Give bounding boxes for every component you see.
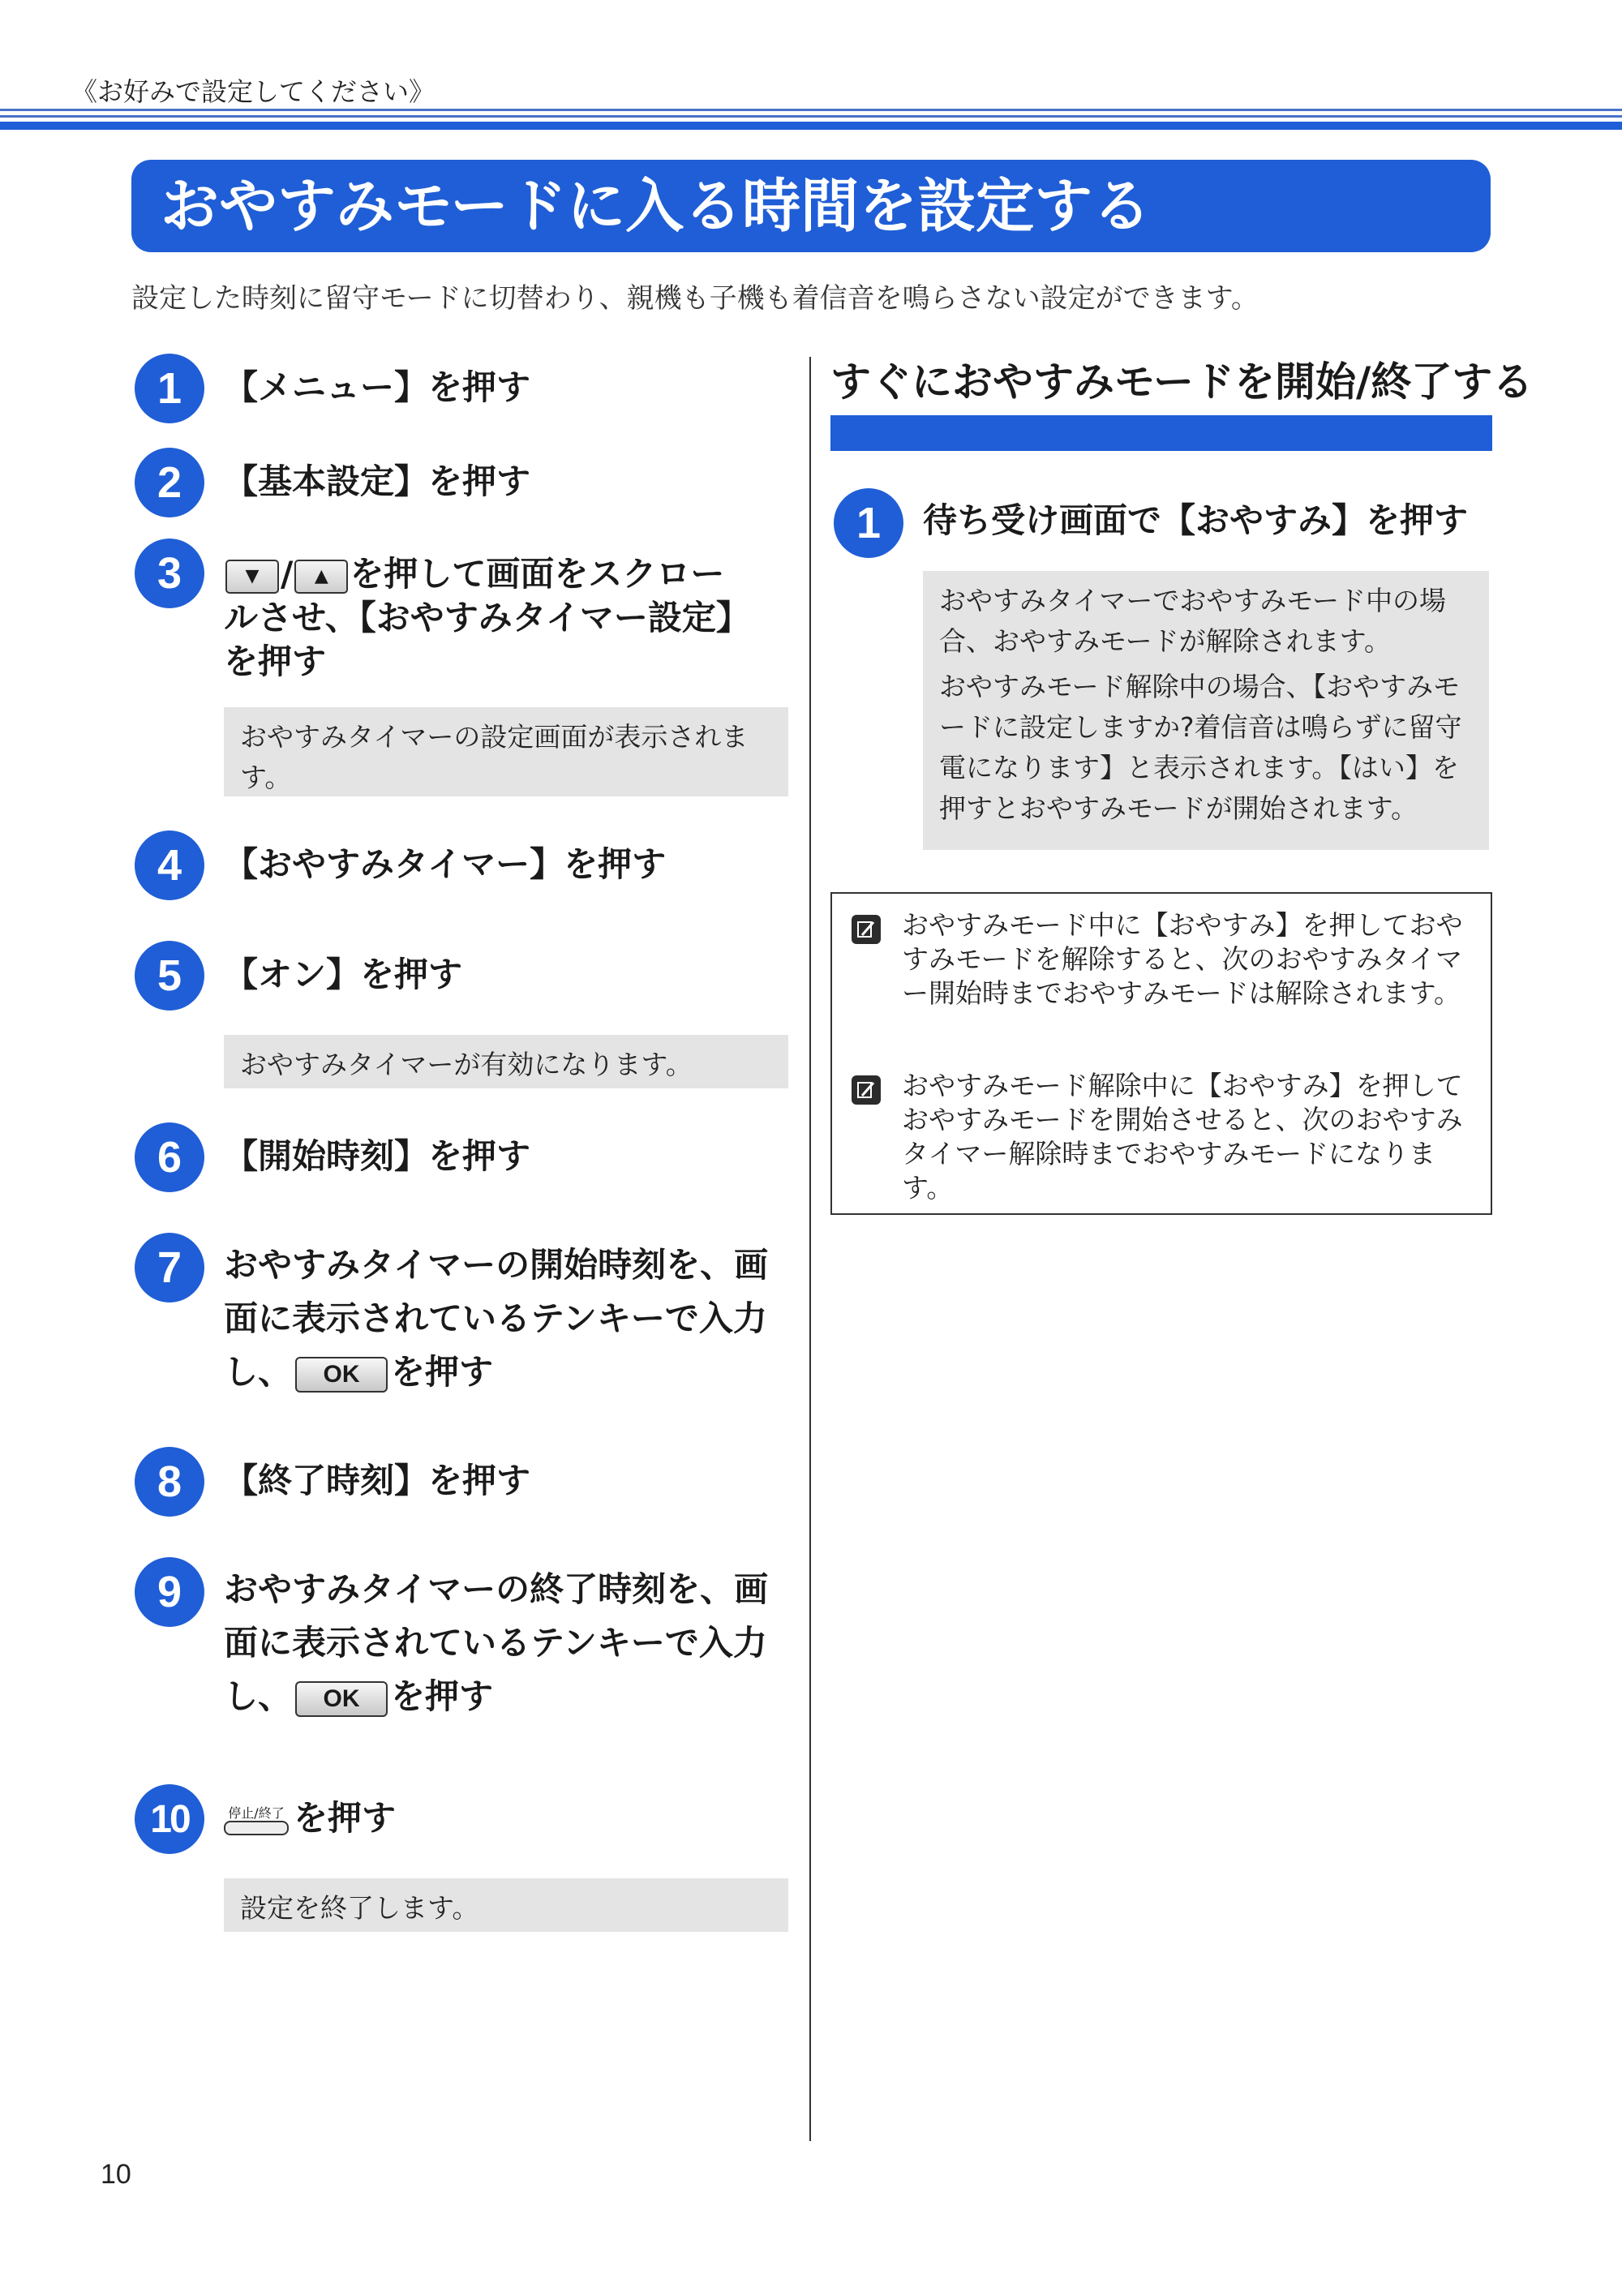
step-text-line: おやすみタイマーの開始時刻を、画 bbox=[224, 1245, 769, 1285]
step-text-line: 面に表示されているテンキーで入力 bbox=[224, 1298, 767, 1338]
stop-key-bar bbox=[224, 1821, 289, 1835]
header-rule-thin bbox=[0, 109, 1622, 111]
step-number: 6 bbox=[135, 1122, 204, 1192]
step-note-para: おやすみモード解除中の場合、【おやすみモードに設定しますか?着信音は鳴らずに留守電になります】と表示されます。【はい】を押すとおやすみモードが開始されます。 bbox=[939, 671, 1462, 824]
step-text-line: を押して画面をスクロー bbox=[350, 554, 725, 594]
step-number: 5 bbox=[135, 941, 204, 1011]
step-text-line: ルさせ、【おやすみタイマー設定】 bbox=[224, 598, 750, 637]
hint-text: おやすみモード解除中に【おやすみ】を押しておやすみモードを開始させると、次のおやすみタイマー解除時までおやすみモードになります。 bbox=[902, 1070, 1463, 1204]
step-text: ▼ / ▲ を押して画面をスクロー bbox=[224, 548, 724, 600]
step-number: 8 bbox=[135, 1447, 204, 1517]
stop-key-label: 停止/終了 bbox=[228, 1805, 285, 1821]
step-number: 3 bbox=[135, 539, 204, 608]
step-note: 設定を終了します。 bbox=[224, 1878, 788, 1932]
down-key-icon: ▼ bbox=[225, 560, 279, 594]
hint-box bbox=[830, 892, 1492, 1215]
page-title: おやすみモードに入る時間を設定する bbox=[161, 172, 1152, 240]
right-heading-bar bbox=[830, 415, 1492, 451]
step-number: 9 bbox=[135, 1557, 204, 1627]
step-text-line: おやすみタイマーの終了時刻を、画 bbox=[224, 1569, 769, 1609]
step-number: 10 bbox=[135, 1784, 204, 1854]
step-text-line: を押す bbox=[224, 642, 327, 681]
ok-key-icon: OK bbox=[295, 1357, 388, 1393]
up-key-icon: ▲ bbox=[294, 560, 348, 594]
step-number: 2 bbox=[135, 448, 204, 517]
step-text-line bbox=[224, 1346, 493, 1398]
step-text: 【基本設定】を押す bbox=[224, 461, 531, 501]
step-number: 7 bbox=[135, 1233, 204, 1302]
memo-icon bbox=[852, 915, 881, 944]
step-text: 【メニュー】を押す bbox=[224, 367, 531, 407]
intro-text: 設定した時刻に留守モードに切替わり、親機も子機も着信音を鳴らさない設定ができます。 bbox=[131, 282, 1259, 315]
header-rule-thick bbox=[0, 122, 1622, 130]
section-tag: 《お好みで設定してください》 bbox=[71, 76, 436, 107]
step-number: 1 bbox=[135, 354, 204, 423]
step-text-fragment: し、 bbox=[224, 1676, 293, 1716]
header-rule-thin bbox=[0, 115, 1622, 118]
step-text-fragment: を押す bbox=[294, 1798, 397, 1838]
column-divider bbox=[809, 357, 811, 2141]
step-text: 【開始時刻】を押す bbox=[224, 1136, 531, 1176]
step-number: 4 bbox=[135, 830, 204, 900]
step-note: おやすみタイマーが有効になります。 bbox=[224, 1035, 788, 1088]
step-text-line: 面に表示されているテンキーで入力 bbox=[224, 1623, 767, 1663]
step-text-fragment: を押す bbox=[391, 1676, 494, 1716]
step-text-fragment: し、 bbox=[224, 1352, 293, 1392]
memo-icon bbox=[852, 1075, 881, 1105]
hint-text: おやすみモード中に【おやすみ】を押しておやすみモードを解除すると、次のおやすみタイマー開始時までおやすみモードは解除されます。 bbox=[902, 909, 1463, 1009]
step-text-fragment: を押す bbox=[391, 1352, 494, 1392]
page-number: 10 bbox=[101, 2159, 131, 2190]
step-text bbox=[224, 1792, 396, 1844]
step-text: 【オン】を押す bbox=[224, 955, 463, 994]
step-text-line bbox=[224, 1671, 493, 1723]
step-note bbox=[923, 571, 1489, 850]
step-text: 待ち受け画面で【おやすみ】を押す bbox=[923, 500, 1469, 540]
ok-key-icon: OK bbox=[295, 1681, 388, 1717]
step-text: 【終了時刻】を押す bbox=[224, 1461, 531, 1500]
step-number: 1 bbox=[834, 488, 903, 558]
step-note-para: おやすみタイマーでおやすみモード中の場合、おやすみモードが解除されます。 bbox=[939, 585, 1447, 657]
step-text: 【おやすみタイマー】を押す bbox=[224, 844, 667, 884]
step-note: おやすみタイマーの設定画面が表示されます。 bbox=[224, 707, 788, 796]
stop-key-icon bbox=[224, 1806, 289, 1835]
right-heading: すぐにおやすみモードを開始/終了する bbox=[830, 358, 1534, 406]
